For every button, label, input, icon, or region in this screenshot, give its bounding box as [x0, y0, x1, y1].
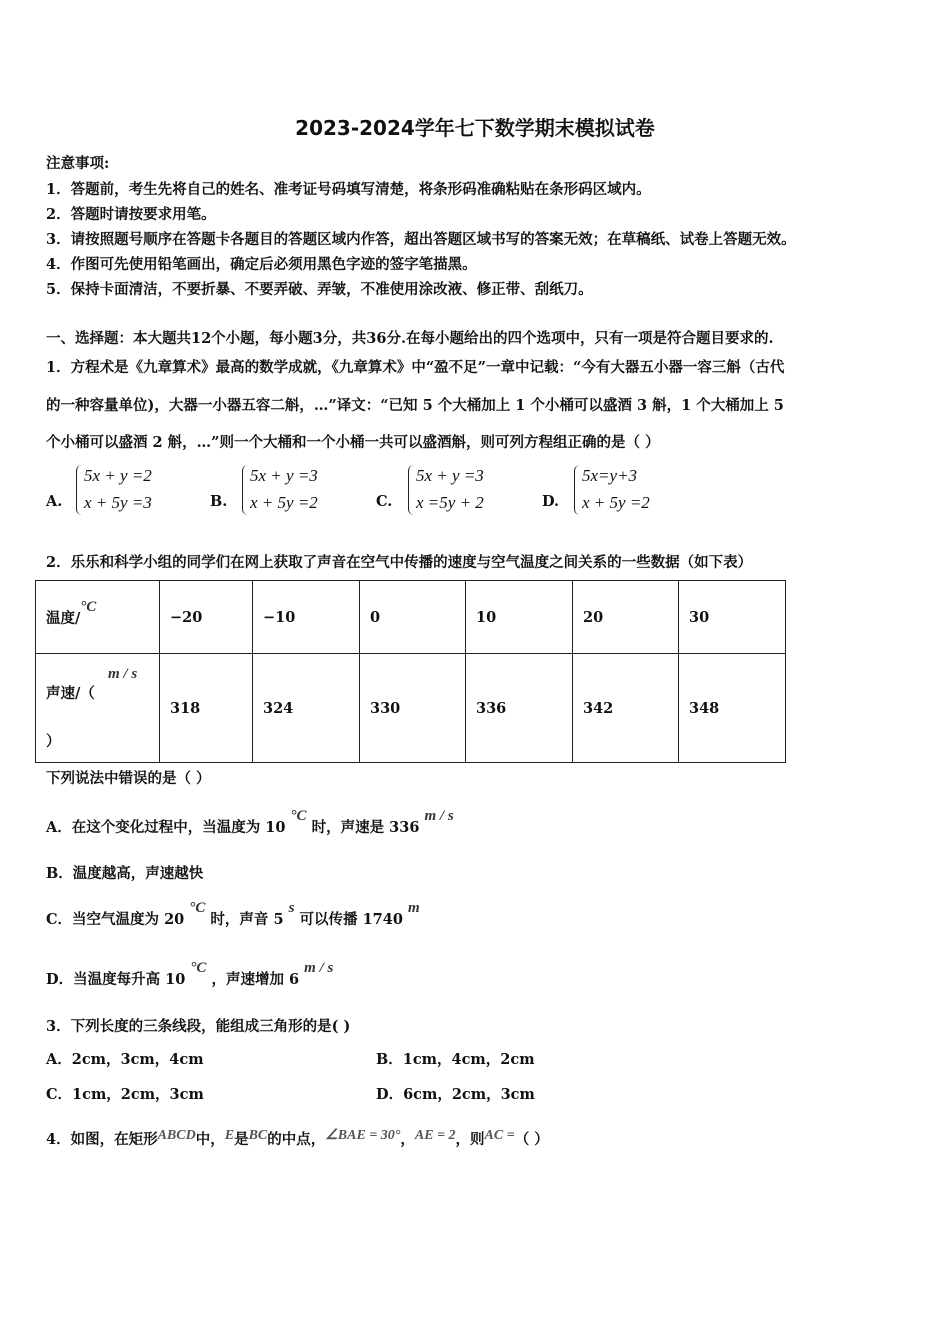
- table-cell: 342: [573, 654, 679, 763]
- unit-celsius: °C: [189, 900, 206, 916]
- unit-celsius: °C: [290, 808, 307, 824]
- q1-option-label: A.: [46, 493, 63, 510]
- unit-seconds: s: [288, 900, 295, 916]
- equation: x + 5y =3: [84, 493, 152, 512]
- table-cell: 348: [679, 654, 786, 763]
- table-cell: −20: [160, 581, 253, 654]
- unit-mps: m / s: [108, 666, 138, 682]
- table-header-cell: [36, 581, 160, 654]
- section-heading: 一、选择题：本大题共12个小题，每小题3分，共36分.在每小题给出的四个选项中，只有一项是符合题目要求的.: [46, 330, 774, 347]
- unit-mps: m / s: [304, 960, 334, 976]
- q3-option: C．1cm，2cm，3cm: [46, 1086, 204, 1103]
- table-cell: 336: [466, 654, 573, 763]
- q2-question: 下列说法中错误的是（ ）: [46, 770, 211, 787]
- table-cell: 318: [160, 654, 253, 763]
- q2-option-c: C．当空气温度为 20 °C 时，声音 5 s 可以传播 1740 m: [46, 900, 420, 928]
- q3-option: D．6cm，2cm，3cm: [376, 1086, 535, 1103]
- table-cell: 330: [360, 654, 466, 763]
- q3-stem: 3．下列长度的三条线段，能组成三角形的是( ): [46, 1018, 351, 1035]
- row-label: 温度/: [46, 609, 81, 627]
- q1-line: 的一种容量单位)，大器一小器五容二斛，…”译文：“已知 5 个大桶加上 1 个小桶可以盛酒 3 斛，1 个大桶加上 5: [46, 397, 784, 414]
- notice-item: 2．答题时请按要求用笔。: [46, 206, 216, 223]
- equation: x + 5y =2: [582, 493, 650, 512]
- table-header-cell: [36, 654, 160, 763]
- q1-option-label: D.: [542, 493, 560, 510]
- q2-option-a: A．在这个变化过程中，当温度为 10 °C 时，声速是 336 m / s: [46, 808, 454, 836]
- q1-option-label: B.: [210, 493, 228, 510]
- q2-option-d: D．当温度每升高 10 °C ，声速增加 6 m / s: [46, 960, 334, 988]
- table-row: [36, 654, 786, 763]
- math-angle: ∠BAE = 30°: [325, 1128, 401, 1143]
- q1-line: 1．方程术是《九章算术》最高的数学成就，《九章算术》中“盈不足”一章中记载：“今有大器五小器一容三斛（古代: [46, 359, 785, 376]
- q4-stem: 4．如图，在矩形ABCD中，E是BC的中点，∠BAE = 30°，AE = 2，则AC =（ ）: [46, 1128, 549, 1148]
- equation: x + 5y =2: [250, 493, 318, 512]
- math-e: E: [224, 1128, 235, 1143]
- table-cell: 10: [466, 581, 573, 654]
- table-cell: −10: [253, 581, 360, 654]
- math-abcd: ABCD: [157, 1128, 196, 1143]
- equation: 5x + y =2: [84, 466, 152, 485]
- q1-option-label: C.: [376, 493, 393, 510]
- math-ac: AC =: [484, 1128, 515, 1143]
- math-bc: BC: [248, 1128, 268, 1143]
- q3-option: A．2cm，3cm，4cm: [46, 1051, 204, 1068]
- data-table: [35, 580, 786, 763]
- q1-line: 个小桶可以盛酒 2 斛，…”则一个大桶和一个小桶一共可以盛酒斛，则可列方程组正确的是（ ）: [46, 434, 660, 451]
- table-cell: 30: [679, 581, 786, 654]
- math-ae: AE = 2: [414, 1128, 456, 1143]
- equation: 5x=y+3: [582, 466, 638, 485]
- equation: 5x + y =3: [250, 466, 318, 485]
- table-cell: 324: [253, 654, 360, 763]
- q2-option-b: B．温度越高，声速越快: [46, 865, 204, 882]
- row-label: 声速/（: [46, 685, 95, 702]
- table-cell: 0: [360, 581, 466, 654]
- equation: x =5y + 2: [416, 493, 484, 512]
- row-label-close: ）: [46, 733, 61, 750]
- notice-item: 5．保持卡面清洁，不要折暴、不要弄破、弄皱，不准使用涂改液、修正带、刮纸刀。: [46, 281, 593, 298]
- unit-celsius: °C: [190, 960, 207, 976]
- q2-stem: 2．乐乐和科学小组的同学们在网上获取了声音在空气中传播的速度与空气温度之间关系的一些数据（如下表）: [46, 554, 753, 571]
- unit-mps: m / s: [424, 808, 454, 824]
- notice-heading: 注意事项:: [46, 155, 110, 172]
- q3-option: B．1cm，4cm，2cm: [376, 1051, 535, 1068]
- notice-item: 1．答题前，考生先将自己的姓名、准考证号码填写清楚，将条形码准确粘贴在条形码区域内。: [46, 181, 651, 198]
- equation: 5x + y =3: [416, 466, 484, 485]
- page-title: 2023-2024学年七下数学期末模拟试卷: [295, 116, 655, 140]
- unit-celsius: °C: [80, 598, 97, 615]
- unit-meters: m: [408, 900, 420, 916]
- notice-item: 3．请按照题号顺序在答题卡各题目的答题区域内作答，超出答题区域书写的答案无效；在草稿纸、试卷上答题无效。: [46, 231, 796, 248]
- table-cell: 20: [573, 581, 679, 654]
- notice-item: 4．作图可先使用铅笔画出，确定后必须用黑色字迹的签字笔描黑。: [46, 256, 477, 273]
- table-row: [36, 581, 786, 654]
